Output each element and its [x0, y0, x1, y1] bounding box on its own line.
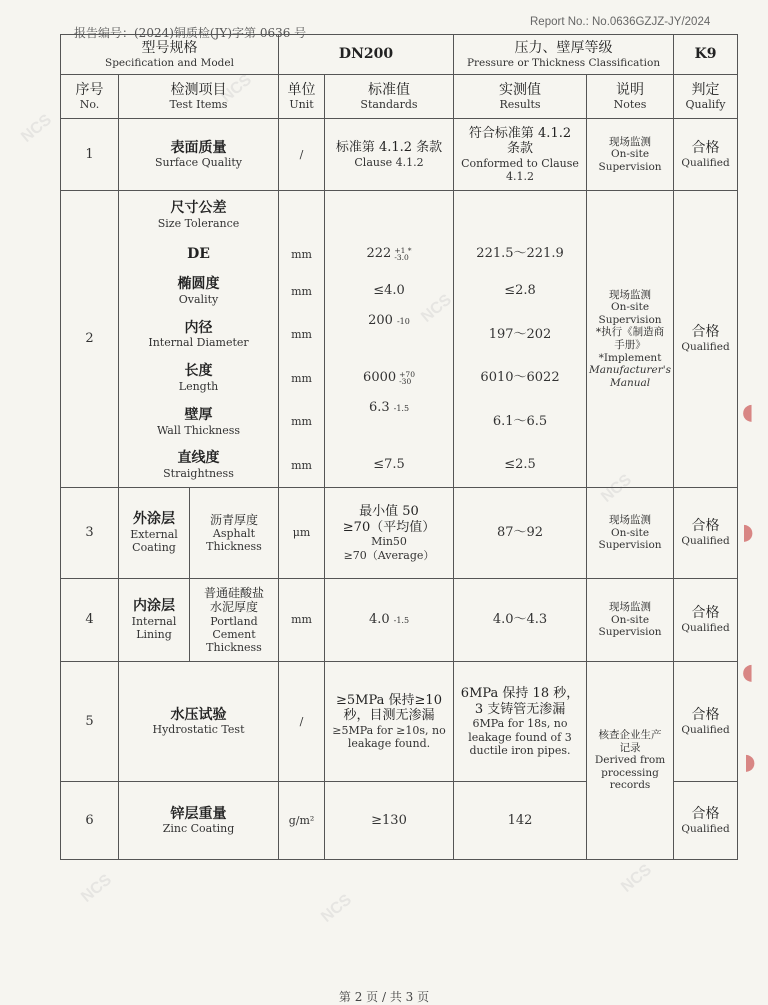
- qualify: [674, 662, 738, 782]
- col-no-en: No.: [79, 98, 100, 112]
- standard: ≥130: [325, 782, 454, 860]
- test-item-en-line1: Internal: [131, 615, 177, 629]
- qualify: [674, 191, 738, 488]
- id-standard: 200: [368, 312, 393, 328]
- qualify-zh: 合格: [691, 139, 720, 156]
- notes-zh-line2: *执行《制造商: [595, 326, 665, 339]
- qualify-zh: 合格: [691, 805, 720, 822]
- size-tolerance-en: Size Tolerance: [157, 216, 240, 230]
- qualify-en: Qualified: [681, 723, 730, 736]
- test-item-en: Zinc Coating: [162, 822, 235, 836]
- table-row: [61, 579, 738, 662]
- ovality-standard: ≤4.0: [373, 283, 405, 299]
- col-items: [119, 75, 279, 119]
- spec-label-en: Specification and Model: [105, 56, 234, 69]
- notes-en-line2: Supervision: [598, 626, 662, 639]
- length-tolerance-upper: +70: [399, 369, 415, 379]
- sub-item-zh: 沥青厚度: [209, 512, 258, 527]
- standard: [325, 662, 454, 782]
- col-unit-en: Unit: [289, 98, 314, 112]
- standard-tolerance: -1.5: [393, 616, 410, 626]
- test-item-en: Surface Quality: [154, 156, 242, 170]
- standard: [325, 488, 454, 579]
- col-results: [454, 75, 587, 119]
- col-qualify-zh: 判定: [691, 81, 720, 98]
- col-qualify: [674, 75, 738, 119]
- test-item-en: Hydrostatic Test: [152, 723, 245, 737]
- result-zh-line1: 6MPa 保持 18 秒，: [460, 686, 580, 702]
- size-units: [279, 191, 325, 488]
- length-zh: 长度: [184, 363, 213, 380]
- qualify-en: Qualified: [681, 622, 730, 635]
- row-number: 2: [61, 191, 119, 488]
- result: [454, 119, 587, 191]
- standard-zh-line1: ≥5MPa 保持≥10: [336, 692, 442, 708]
- col-unit-zh: 单位: [287, 81, 316, 98]
- length-result: 6010～6022: [480, 370, 560, 386]
- sub-item-zh-line2: 水泥厚度: [209, 600, 258, 615]
- row-number: 3: [61, 488, 119, 579]
- watermark: NCS: [218, 71, 255, 106]
- notes: [587, 579, 674, 662]
- row-number: 5: [61, 662, 119, 782]
- result-en-line1: 6MPa for 18s, no: [472, 717, 568, 731]
- notes: [587, 662, 674, 860]
- col-notes-en: Notes: [613, 98, 647, 112]
- row-number: 1: [61, 119, 119, 191]
- notes-en-line3: *Implement: [598, 351, 662, 364]
- id-tolerance: -10: [396, 316, 410, 326]
- test-item-zh: 表面质量: [170, 139, 227, 156]
- spec-value: DN200: [279, 35, 454, 75]
- unit: mm: [291, 328, 312, 342]
- qualify: [674, 488, 738, 579]
- seal-stamp-fragment: ◖: [742, 400, 754, 425]
- row-number: 4: [61, 579, 119, 662]
- col-items-zh: 检测项目: [170, 81, 227, 98]
- result-en-line2: 4.1.2: [506, 170, 535, 184]
- col-notes-zh: 说明: [616, 81, 645, 98]
- test-item-zh: 锌层重量: [170, 805, 227, 822]
- seal-stamp-fragment: ◖: [742, 660, 754, 685]
- unit: μm: [279, 488, 325, 579]
- test-item: [119, 579, 279, 662]
- size-tolerance-zh: 尺寸公差: [170, 199, 227, 216]
- unit: /: [279, 119, 325, 191]
- result-zh-line2: 条款: [507, 141, 534, 157]
- size-results: [454, 191, 587, 488]
- test-item-zh: 水压试验: [170, 706, 227, 723]
- wall-thickness-en: Wall Thickness: [156, 423, 241, 437]
- watermark: NCS: [318, 891, 355, 926]
- straightness-result: ≤2.5: [504, 457, 536, 473]
- notes-zh-line2: 记录: [619, 741, 641, 754]
- col-standards-zh: 标准值: [368, 81, 410, 98]
- pressure-label-en: Pressure or Thickness Classification: [466, 56, 661, 69]
- wall-thickness-standard: 6.3: [368, 399, 390, 415]
- wall-thickness-result: 6.1～6.5: [492, 413, 548, 429]
- test-item-en-line1: External: [130, 528, 178, 542]
- page-number: 第 2 页 / 共 3 页: [338, 990, 430, 1004]
- sub-item-en-line1: Portland: [210, 614, 258, 628]
- unit: g/m²: [279, 782, 325, 860]
- col-results-zh: 实测值: [499, 81, 542, 98]
- id-result: 197～202: [488, 326, 552, 342]
- de-standard: 222: [366, 246, 392, 262]
- col-notes: [587, 75, 674, 119]
- notes-en-line1: On-site: [610, 526, 650, 539]
- standard-value: 4.0: [368, 612, 390, 628]
- standard-zh-line1: 最小值 50: [359, 504, 419, 520]
- col-no: [61, 75, 119, 119]
- standard-zh-line2: ≥70（平均值）: [342, 519, 436, 535]
- result-zh-line2: 3 支铸管无渗漏: [474, 701, 566, 717]
- report-number-cn: 报告编号：(2024)铜质检(JY)字第 0636 号: [74, 26, 307, 40]
- standard-en-line1: Min50: [371, 535, 407, 549]
- de-result: 221.5～221.9: [476, 246, 564, 262]
- qualify-zh: 合格: [691, 605, 720, 622]
- watermark: NCS: [598, 471, 635, 506]
- straightness-standard: ≤7.5: [373, 457, 405, 473]
- qualify-zh: 合格: [691, 518, 720, 535]
- ovality-en: Ovality: [178, 292, 219, 306]
- internal-diameter-en: Internal Diameter: [148, 336, 249, 350]
- column-header-row: [61, 75, 738, 119]
- standard-en-line1: ≥5MPa for ≥10s, no: [332, 723, 446, 737]
- notes-zh: 现场监测: [609, 288, 652, 301]
- notes-en-line2: processing: [601, 766, 659, 779]
- spec-label-zh: 型号规格: [141, 39, 198, 56]
- watermark: NCS: [418, 291, 455, 326]
- qualify-en: Qualified: [681, 822, 730, 835]
- col-unit: [279, 75, 325, 119]
- straightness-en: Straightness: [163, 467, 234, 481]
- watermark: NCS: [78, 871, 115, 906]
- wall-thickness-tolerance: -1.5: [393, 403, 410, 413]
- col-results-en: Results: [499, 98, 541, 112]
- notes-en-line1: On-site: [610, 301, 650, 314]
- spec-label: [61, 35, 279, 75]
- notes-zh-line1: 核查企业生产: [598, 729, 662, 742]
- wall-thickness-zh: 壁厚: [184, 406, 213, 423]
- notes-en-line2: Supervision: [598, 539, 662, 552]
- unit: mm: [291, 415, 312, 429]
- straightness-zh: 直线度: [177, 450, 220, 467]
- table-row: [61, 119, 738, 191]
- internal-diameter-zh: 内径: [184, 319, 213, 336]
- result: 142: [454, 782, 587, 860]
- standard-en-line2: leakage found.: [347, 737, 431, 751]
- test-item-zh: 外涂层: [133, 511, 175, 528]
- length-en: Length: [178, 379, 219, 393]
- sub-item-zh-line1: 普通硅酸盐: [203, 585, 264, 600]
- qualify-en: Qualified: [681, 156, 730, 169]
- test-item-en-line2: Lining: [136, 628, 172, 642]
- standard-en-line2: ≥70（Average）: [343, 548, 435, 562]
- test-item: [119, 488, 279, 579]
- notes-en-line5: Manual: [609, 376, 651, 389]
- table-row: [61, 488, 738, 579]
- ovality-result: ≤2.8: [504, 283, 536, 299]
- notes: [587, 488, 674, 579]
- length-standard: 6000: [363, 370, 397, 386]
- de-label: DE: [187, 245, 210, 262]
- result-en-line2: leakage found of 3: [468, 730, 572, 744]
- table-row: [61, 662, 738, 782]
- watermark: NCS: [618, 861, 655, 896]
- notes-en-line1: Derived from: [594, 754, 666, 767]
- col-standards-en: Standards: [360, 98, 418, 112]
- standard: [325, 119, 454, 191]
- qualify-en: Qualified: [681, 341, 730, 354]
- standard-zh: 标准第 4.1.2 条款: [335, 140, 443, 156]
- length-tolerance-lower: -30: [399, 377, 412, 387]
- seal-stamp-fragment: ◗: [742, 520, 754, 545]
- notes-en-line1: On-site: [610, 148, 650, 161]
- notes-zh-line3: 手册》: [614, 339, 646, 351]
- col-qualify-en: Qualify: [685, 98, 726, 112]
- unit: mm: [291, 371, 312, 385]
- col-no-zh: 序号: [75, 81, 104, 98]
- standard: [325, 579, 454, 662]
- de-tolerance-upper: +1 *: [394, 245, 412, 255]
- unit: /: [279, 662, 325, 782]
- notes-en-line3: records: [609, 779, 651, 792]
- test-item: [119, 782, 279, 860]
- pressure-label-zh: 压力、壁厚等级: [514, 39, 613, 56]
- sub-item-en-line2: Cement: [212, 627, 256, 641]
- notes-zh: 现场监测: [609, 135, 652, 148]
- standard-zh-line2: 秒，目测无渗漏: [343, 708, 435, 724]
- col-standards: [325, 75, 454, 119]
- notes: [587, 119, 674, 191]
- pressure-label: [454, 35, 674, 75]
- watermark: NCS: [18, 111, 55, 146]
- unit: mm: [291, 458, 312, 472]
- inspection-table: [60, 34, 738, 860]
- notes-zh: 现场监测: [609, 514, 652, 527]
- row-number: 6: [61, 782, 119, 860]
- result: [454, 662, 587, 782]
- notes-en-line1: On-site: [610, 613, 650, 626]
- qualify: [674, 782, 738, 860]
- qualify-zh: 合格: [691, 706, 720, 723]
- result-en-line3: ductile iron pipes.: [469, 743, 571, 757]
- test-item-zh: 内涂层: [133, 598, 175, 615]
- notes-zh: 现场监测: [609, 601, 652, 614]
- unit: mm: [291, 247, 312, 261]
- sub-item-en-line2: Thickness: [206, 540, 262, 554]
- test-item: [119, 119, 279, 191]
- result-zh-line1: 符合标准第 4.1.2: [468, 125, 572, 141]
- result: 4.0～4.3: [454, 579, 587, 662]
- notes-en-line2: Supervision: [598, 160, 662, 173]
- notes: [587, 191, 674, 488]
- result-en-line1: Conformed to Clause: [461, 156, 579, 170]
- report-number-en: Report No.: No.0636GZJZ-JY/2024: [530, 16, 711, 28]
- result: 87～92: [454, 488, 587, 579]
- qualify: [674, 119, 738, 191]
- spec-row: [61, 35, 738, 75]
- qualify-en: Qualified: [681, 535, 730, 548]
- pressure-value: K9: [674, 35, 738, 75]
- ovality-zh: 椭圆度: [177, 276, 220, 293]
- unit: mm: [291, 284, 312, 298]
- size-standards: [325, 191, 454, 488]
- seal-stamp-fragment: ◗: [744, 750, 756, 775]
- sub-item-en-line3: Thickness: [206, 640, 262, 654]
- standard-en: Clause 4.1.2: [354, 155, 424, 169]
- qualify: [674, 579, 738, 662]
- sub-item-en-line1: Asphalt: [212, 527, 256, 540]
- unit: mm: [279, 579, 325, 662]
- notes-en-line2: Supervision: [598, 313, 662, 326]
- col-items-en: Test Items: [169, 98, 228, 112]
- notes-en-line4: Manufacturer's: [588, 364, 672, 377]
- size-tolerance-items: [119, 191, 279, 488]
- test-item: [119, 662, 279, 782]
- qualify-zh: 合格: [691, 324, 720, 341]
- table-row: [61, 191, 738, 488]
- test-item-en-line2: Coating: [132, 541, 176, 555]
- de-tolerance-lower: -3.0: [394, 253, 409, 263]
